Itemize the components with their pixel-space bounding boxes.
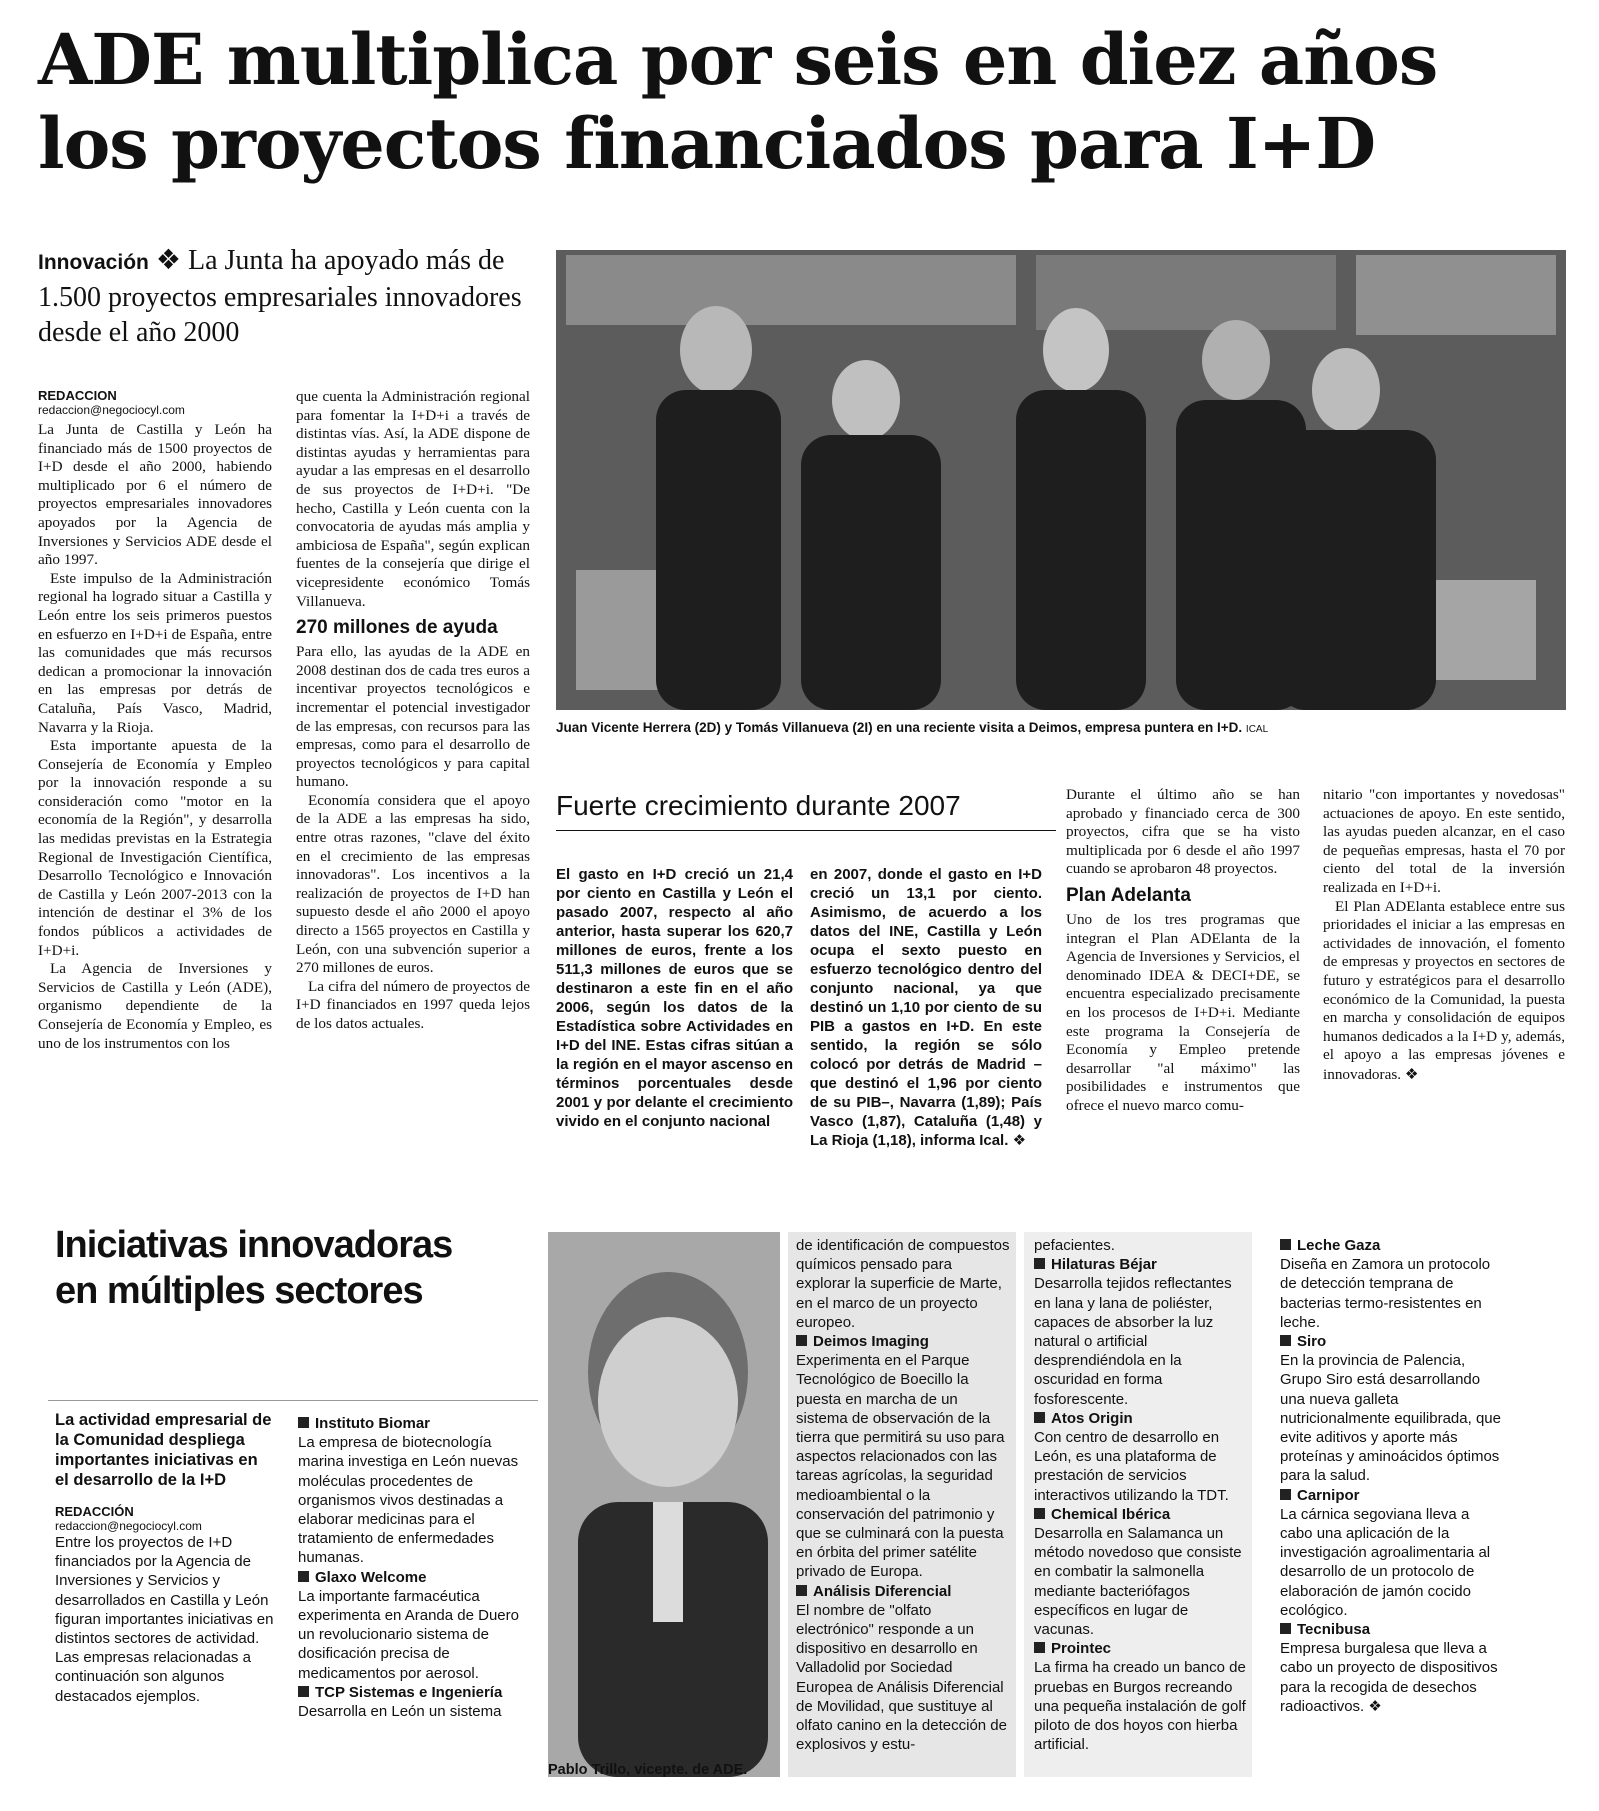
company-text: Desarrolla en León un sistema [298,1703,502,1721]
company-name: Atos Origin [1034,1409,1248,1428]
company-name: Análisis Diferencial [796,1582,1010,1601]
deck [38,242,538,350]
company-text-body: Empresa burgalesa que lleva a cabo un proyecto de dispositivos para la recogida de desechos radioactivos. [1280,1640,1498,1715]
section-2-title [55,1222,535,1314]
section-2-byline: REDACCIÓN [55,1504,134,1519]
trillo-caption: Pablo Trillo, vicepte. de ADE. [548,1762,748,1778]
company-name: Chemical Ibérica [1034,1505,1248,1524]
company-text: Desarrolla tejidos reflectantes en lana y lana de poliéster, capaces de absorber la luz natural o artificial desprendiéndola en la oscuridad en forma fosforescente. [1034,1275,1232,1408]
subhead-plan-adelanta: Plan Adelanta [1066,884,1191,906]
stats-box [556,790,1056,831]
end-mark-icon: ❖ [1404,1064,1419,1083]
company-name: Glaxo Welcome [298,1568,528,1587]
company-text: Con centro de desarrollo en León, es una plataforma de prestación de servicios interactivos utilizando la TDT. [1034,1429,1229,1504]
portrait-illustration [548,1232,780,1777]
company-text: La importante farmacéutica experimenta en Aranda de Duero un revolucionario sistema de dosificación precisa de medicamentos por aerosol. [298,1587,519,1682]
end-mark-icon: ❖ [1368,1696,1382,1715]
paragraph-text: El Plan ADElanta establece entre sus prioridades el iniciar a las empresas en actividades de innovación, el fomento de empresas y proyectos en sectores de futuro y estratégicos para el desarrollo económico de la Comunidad, la puesta en marcha y consolidación de equipos humanos dedicados a la I+D y, además, el apoyo a las empresas jóvenes e innovadoras. [1323,897,1565,1083]
kicker: Innovación [38,251,149,274]
main-photo [556,250,1566,710]
paragraph: que cuenta la Administración regional para fomentar la I+D+i a través de distintas vías. Así, la ADE dispone de distintas ayudas y herramientas para ayudar a las empresas en el desarrollo de sus proyectos de I+D+i. "De hecho, Castilla y León cuenta con la convocatoria de ayudas más amplia y ambiciosa de España", según explican fuentes de la consejería que dirige el vicepresidente económico Tomás Villanueva. [296,388,530,610]
section-2-email: redaccion@negociocyl.com [55,1519,202,1533]
company-text: Experimenta en el Parque Tecnológico de Boecillo la puesta en marcha de un sistema de observación de la tierra que permitirá su uso para aspectos relacionados con las tareas agrícolas, la seguridad medioambiental o la conservación del patrimonio y que se culminará con la puesta en órbita del primer satélite privado de Europa. [796,1352,1005,1581]
company-text: de identificación de compuestos químicos pensado para explorar la superficie de Marte, en el marco de un proyecto europeo. [796,1237,1010,1331]
column-1 [38,388,272,1053]
photo-credit: ICAL [1245,724,1269,735]
column-5-text-b [1066,911,1300,1116]
company-text: pefacientes. [1034,1237,1115,1254]
column-1-text [38,421,272,1053]
paragraph: Esta importante apuesta de la Consejería de Economía y Empleo por la innovación responde a su consideración como "motor en la economía de la Región", y desarrolla las medidas previstas en la Estrategia Regional de Investigación Científica, Desarrollo Tecnológico e Innovación de Castilla y León 2007-2013 con la intención de destinar el 3% de los fondos públicos a actividades de I+D+i. [38,737,272,959]
section-2-column-5 [1280,1236,1502,1716]
section-2-intro: Entre los proyectos de I+D financiados por la Agencia de Inversiones y Servicios y desarrollados en Castilla y León figuran importantes iniciativas en distintos sectores de actividad. Las empresas relacionadas a continuación son algunos destacados ejemplos. [55,1534,274,1705]
deck-text: La Junta ha apoyado más de 1.500 proyectos empresariales innovadores desde el año 2000 [38,245,522,348]
column-5 [1066,786,1300,1116]
company-text: El nombre de "olfato electrónico" responde a un dispositivo en desarrollo en Valladolid por Sociedad Europea de Análisis Diferencial de Movilidad, que sustituye al olfato canino en la detección de explosivos y estu- [796,1601,1007,1754]
company-name: Siro [1280,1332,1502,1351]
company-name: Tecnibusa [1280,1620,1502,1639]
byline-email: redaccion@negociocyl.com [38,403,185,417]
company-text: En la provincia de Palencia, Grupo Siro está desarrollando una nueva galleta nutricionalmente equilibrada, que evite aditivos y aporte más proteínas y aminoácidos óptimos para la salud. [1280,1352,1501,1485]
section-2-rule [48,1400,538,1401]
paragraph: Economía considera que el apoyo de la ADE a las empresas ha sido, entre otras razones, "clave del éxito en el crecimiento de las empresas innovadoras". Los incentivos a la realización de proyectos de I+D han supuesto desde el año 2000 el apoyo directo a 1565 proyectos en Castilla y León, con una subvención superior a 270 millones de euros. [296,791,530,977]
company-name: Prointec [1034,1639,1248,1658]
company-text: La empresa de biotecnología marina investiga en León nuevas moléculas procedentes de organismos vivos destinadas a elaborar medicinas para el tratamiento de enfermedades humanas. [298,1434,519,1567]
box-column-1: El gasto en I+D creció un 21,4 por ciento en Castilla y León el pasado 2007, respecto al año anterior, hasta superar los 620,7 millones de euros, frente a los 511,3 millones de euros que se destinaron a este fin en el año 2006, según los datos de la Estadística sobre Actividades en I+D del INE. Estas cifras sitúan a la región en el mayor ascenso en términos porcentuales desde 2001 y por delante el crecimiento vivido en el conjunto nacional [556,866,793,1130]
column-6-text [1323,786,1565,1085]
paragraph: Uno de los tres programas que integran el Plan ADElanta de la Agencia de Inversiones y Servicios, el denominado IDEA & DECI+DE, se encuentra especializado precisamente en los procesos de I+D+i. Mediante este programa la Consejería de Economía y Empleo pretende desarrollar "al máximo" las posibilidades e instrumentos que ofrece el nuevo marco comu- [1066,910,1300,1114]
section-2-column-2 [298,1414,528,1721]
paragraph [1323,898,1565,1085]
section-2-title-line-1: Iniciativas innovadoras [55,1224,453,1266]
column-2-text-b [296,643,530,1033]
company-name: Leche Gaza [1280,1236,1502,1255]
box-column-2 [810,865,1042,1150]
company-name: Carnipor [1280,1486,1502,1505]
section-2-column-4 [1034,1236,1248,1754]
section-2-column-3 [796,1236,1010,1754]
box-rule [556,830,1056,831]
subhead-ayuda: 270 millones de ayuda [296,617,498,639]
photo-caption-text: Juan Vicente Herrera (2D) y Tomás Villanueva (2I) en una reciente visita a Deimos, empresa puntera en I+D. [556,720,1243,735]
paragraph: La Junta de Castilla y León ha financiado más de 1500 proyectos de I+D desde el año 2000, habiendo multiplicado por 6 el número de proyectos empresariales innovadores apoyados por la Agencia de Inversiones y Servicios ADE desde el año 1997. [38,421,272,569]
company-name: Hilaturas Béjar [1034,1255,1248,1274]
diamond-icon: ❖ [155,243,181,276]
byline: REDACCION [38,388,117,403]
paragraph: nitario "con importantes y novedosas" actuaciones de apoyo. En este sentido, las ayudas pueden alcanzar, en el caso de pequeñas empresas, hasta el 70 por ciento del total de la inversión realizada en I+D+i. [1323,786,1565,896]
company-name: TCP Sistemas e Ingeniería [298,1683,528,1702]
column-5-text [1066,786,1300,879]
section-2-column-1 [55,1410,275,1706]
photo-people-illustration [556,250,1566,710]
company-text: Desarrolla en Salamanca un método novedoso que consiste en combatir la salmonella mediante bacteriófagos específicos en lugar de vacunas. [1034,1525,1242,1639]
column-2-text [296,388,530,611]
headline [38,18,1578,186]
paragraph: Durante el último año se han aprobado y financiado cerca de 300 proyectos, cifra que se ha visto multiplicada por 6 desde el año 1997 cuando se aprobaron 48 proyectos. [1066,786,1300,878]
photo-caption [556,720,1566,735]
company-name: Instituto Biomar [298,1414,528,1433]
headline-line-1: ADE multiplica por seis en diez años [38,18,1438,101]
company-text: La cárnica segoviana lleva a cabo una aplicación de la investigación agroalimentaria al desarrollo de un protocolo de elaboración de jamón cocido ecológico. [1280,1505,1491,1619]
company-text [1280,1639,1502,1716]
paragraph: Este impulso de la Administración regional ha logrado situar a Castilla y León entre los seis primeros puestos en esfuerzo en I+D+i de España, entre las comunidades que más recursos dedican a promocionar la innovación en las empresas por detrás de Cataluña, País Vasco, Madrid, Navarra y la Rioja. [38,569,272,736]
paragraph: Para ello, las ayudas de la ADE en 2008 destinan dos de cada tres euros a incentivar proyectos tecnológicos e incrementar el potencial investigador de las empresas, con recursos para las empresas, como para el desarrollo de proyectos tecnológicos y para capital humano. [296,643,530,791]
column-2 [296,388,530,1034]
box-column-2-text: en 2007, donde el gasto en I+D creció un 13,1 por ciento. Asimismo, de acuerdo a los datos del INE, Castilla y León ocupa el sexto puesto en esfuerzo tecnológico dentro del conjunto nacional, ya que destinó un 1,10 por ciento de su PIB a gastos en I+D. En este sentido, la región se sólo colocó por detrás de Madrid –que destinó el 1,96 por ciento de su PIB–, Navarra (1,89); País Vasco (1,87), Cataluña (1,48) y La Rioja (1,18), informa Ical. [810,866,1042,1149]
trillo-photo [548,1232,780,1777]
column-6 [1323,786,1565,1085]
company-text: La firma ha creado un banco de pruebas en Burgos recreando una pequeña instalación de golf piloto de dos hoyos con hierba artificial. [1034,1659,1246,1754]
section-2-title-line-2: en múltiples sectores [55,1270,423,1312]
section-2-lead: La actividad empresarial de la Comunidad despliega importantes iniciativas en el desarrollo de la I+D [55,1411,272,1489]
headline-line-2: los proyectos financiados para I+D [38,102,1376,185]
paragraph: La cifra del número de proyectos de I+D financiados en 1997 queda lejos de los datos actuales. [296,977,530,1032]
paragraph: La Agencia de Inversiones y Servicios de Castilla y León (ADE), organismo dependiente de la Consejería de Economía y Empleo, es uno de los instrumentos con los [38,960,272,1052]
end-mark-icon: ❖ [1012,1131,1027,1149]
company-name: Deimos Imaging [796,1332,1010,1351]
box-title: Fuerte crecimiento durante 2007 [556,790,961,821]
company-text: Diseña en Zamora un protocolo de detección temprana de bacterias termo-resistentes en leche. [1280,1256,1491,1331]
